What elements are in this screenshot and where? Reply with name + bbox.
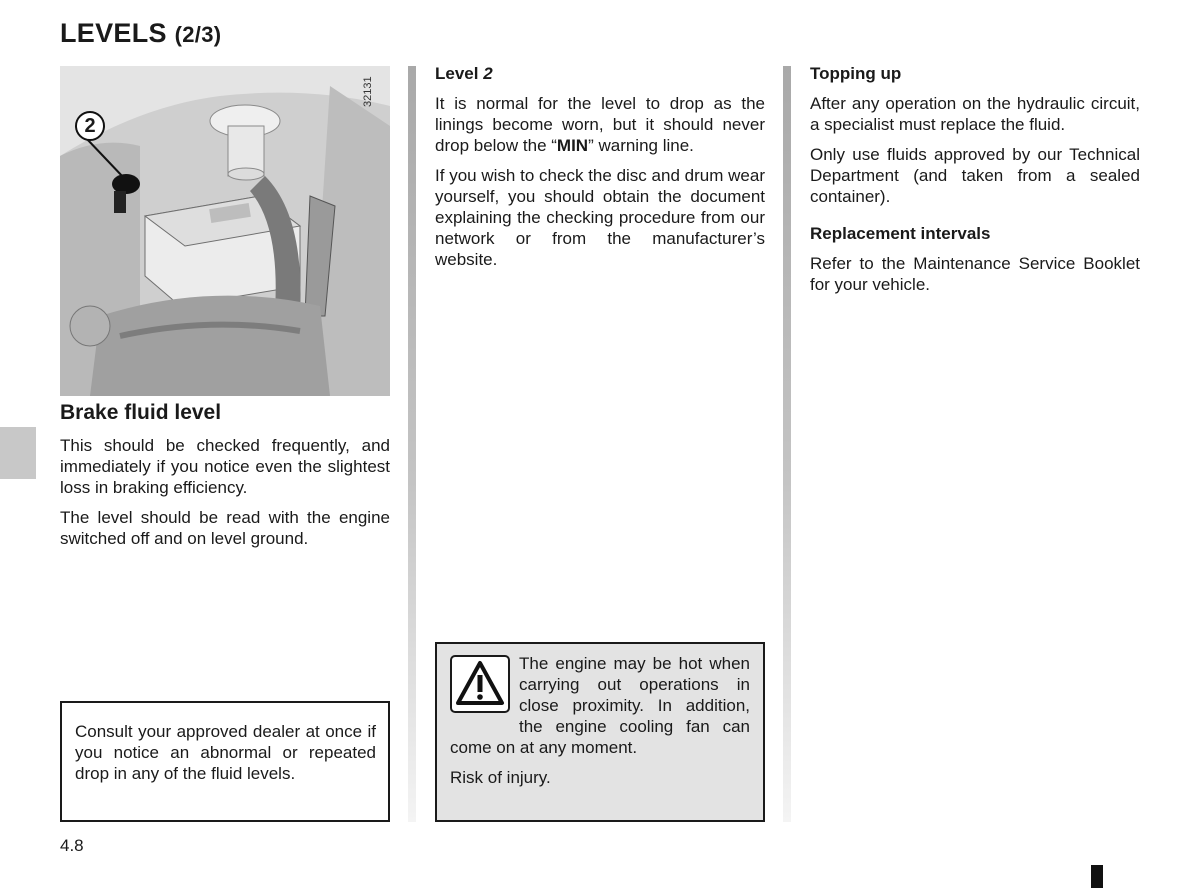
callout-2: 2 [75,111,105,141]
replacement-paragraph: Refer to the Maintenance Service Booklet for your vehicle. [810,254,1140,294]
brake-fluid-paragraph-2: The level should be read with the engine switched off and on level ground. [60,508,390,548]
warning-paragraph-2: Risk of injury. [450,768,551,787]
topping-up-paragraph-2: Only use fluids approved by our Technical Department (and taken from a sealed container). [810,145,1140,206]
page-corner-mark [1091,865,1103,888]
brake-fluid-heading: Brake fluid level [60,401,222,424]
brake-fluid-paragraph-1: This should be checked frequently, and immediately if you notice even the slightest loss in braking efficiency. [60,436,390,497]
page-number: 4.8 [60,836,84,855]
level-2-section [435,63,765,279]
topping-up-section [810,63,1140,304]
warning-triangle-icon [450,655,510,713]
warning-paragraph-1: The engine may be hot when carrying out operations in close proximity. In addition, the engine cooling fan can come on at any moment. [450,654,750,757]
warning-box [435,642,765,822]
level-2-heading: Level 2 [435,64,493,83]
level-2-paragraph-1: It is normal for the level to drop as the linings become worn, but it should never drop below the “MIN” warning line. [435,94,765,155]
topping-up-heading: Topping up [810,64,902,83]
dealer-notice-box: Consult your approved dealer at once if you notice an abnormal or repeated drop in any of the fluid levels. [60,701,390,822]
column-divider-2 [783,66,791,822]
replacement-heading: Replacement intervals [810,224,991,243]
figure-reference-number: 32131 [362,76,374,108]
page-title-part: (2/3) [174,22,222,47]
section-tab [0,427,36,479]
page-title: LEVELS (2/3) [60,18,222,48]
level-2-paragraph-2: If you wish to check the disc and drum wear yourself, you should obtain the document explaining the checking procedure from our network or from the manufacturer’s website. [435,166,765,269]
brake-fluid-text [60,435,390,558]
engine-bay-photo [60,66,390,396]
topping-up-paragraph-1: After any operation on the hydraulic circuit, a specialist must replace the fluid. [810,94,1140,134]
column-divider-1 [408,66,416,822]
